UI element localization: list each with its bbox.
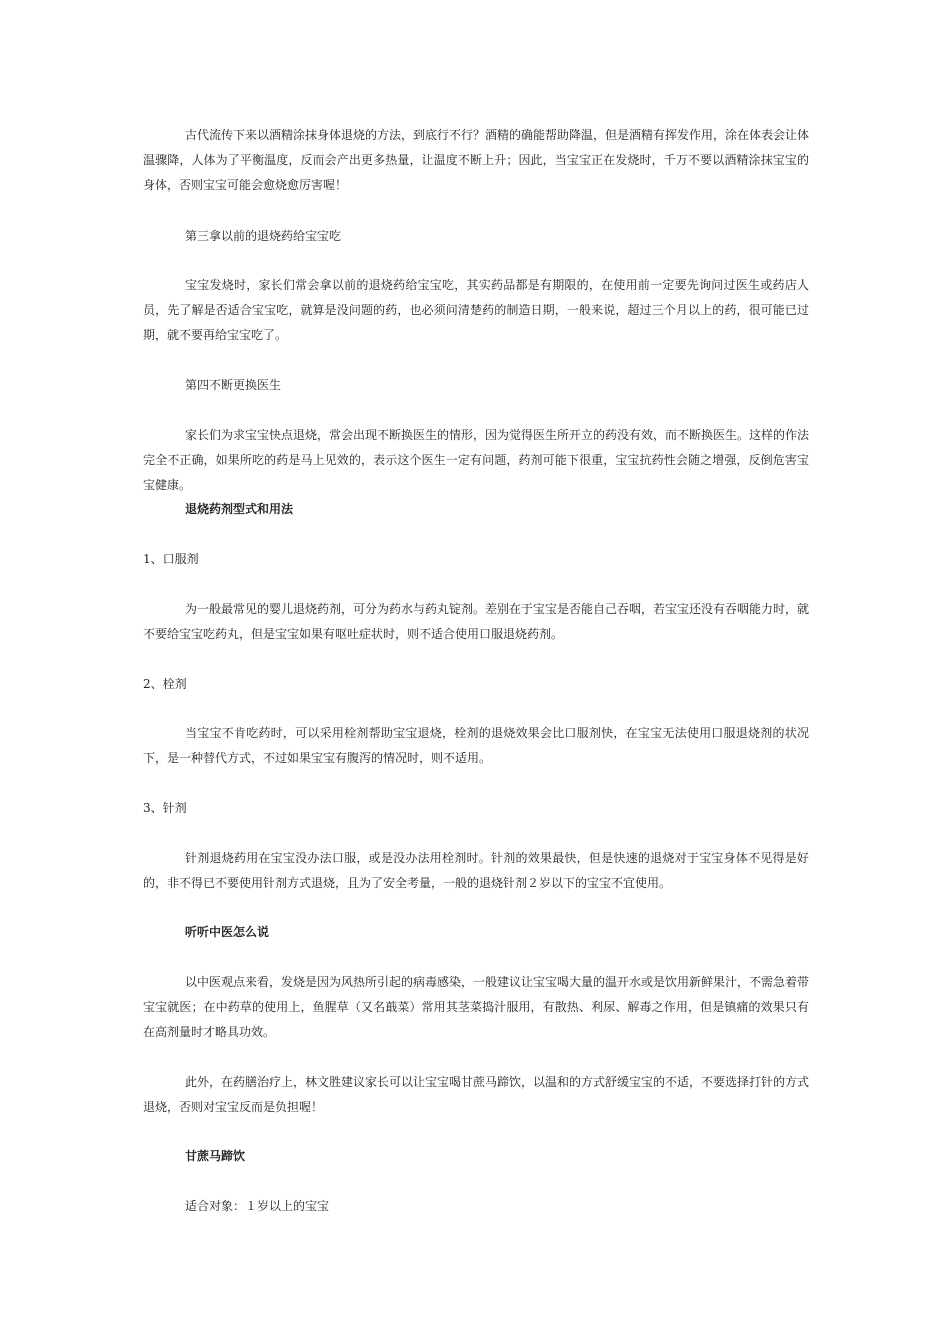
- paragraph-tcm: 以中医观点来看，发烧是因为风热所引起的病毒感染，一般建议让宝宝喝大量的温开水或是饮用新鲜果汁，不需急着带宝宝就医；在中药草的使用上，鱼腥草（又名蕺菜）常用其茎菜捣汁服用，有散热、利尿、解毒之作用，但是镇痛的效果只有在高剂量时才略具功效。: [143, 975, 810, 1039]
- section-heading-change-doctor: 第四不断更换医生: [185, 378, 282, 392]
- paragraph-oral: 为一般最常见的婴儿退烧药剂，可分为药水与药丸锭剂。差别在于宝宝是否能自己吞咽，若宝宝还没有吞咽能力时，就不要给宝宝吃药丸，但是宝宝如果有呕吐症状时，则不适合使用口服退烧药剂。: [143, 602, 810, 641]
- paragraph-injection: 针剂退烧药用在宝宝没办法口服，或是没办法用栓剂时。针剂的效果最快，但是快速的退烧对于宝宝身体不见得是好的，非不得已不要使用针剂方式退烧，且为了安全考量，一般的退烧针剂２岁以下的宝宝不宜使用。: [143, 851, 809, 890]
- section-heading-tcm: 听听中医怎么说: [185, 925, 270, 939]
- paragraph-old-medicine: 宝宝发烧时，家长们常会拿以前的退烧药给宝宝吃，其实药品都是有期限的，在使用前一定要先询问过医生或药店人员，先了解是否适合宝宝吃，就算是没问题的药，也必须问清楚药的制造日期，一般来说，超过三个月以上的药，很可能已过期，就不要再给宝宝吃了。: [143, 278, 809, 342]
- paragraph-diet-therapy: 此外，在药膳治疗上，林文胜建议家长可以让宝宝喝甘蔗马蹄饮，以温和的方式舒缓宝宝的不适，不要选择打针的方式退烧，否则对宝宝反而是负担喔！: [143, 1075, 810, 1114]
- paragraph-suppository: 当宝宝不肯吃药时，可以采用栓剂帮助宝宝退烧，栓剂的退烧效果会比口服剂快，在宝宝无法使用口服退烧剂的状况下，是一种替代方式，不过如果宝宝有腹泻的情况时，则不适用。: [143, 726, 809, 765]
- recipe-target: 适合对象：１岁以上的宝宝: [185, 1199, 330, 1213]
- section-heading-old-medicine: 第三拿以前的退烧药给宝宝吃: [185, 229, 342, 243]
- item-oral: 1、口服剂: [143, 552, 199, 566]
- paragraph-alcohol: 古代流传下来以酒精涂抹身体退烧的方法，到底行不行？酒精的确能帮助降温，但是酒精有挥发作用，涂在体表会让体温骤降，人体为了平衡温度，反而会产出更多热量，让温度不断上升；因此，当宝宝正在发烧时，千万不要以酒精涂抹宝宝的身体，否则宝宝可能会愈烧愈厉害喔！: [143, 128, 810, 192]
- paragraph-change-doctor: 家长们为求宝宝快点退烧，常会出现不断换医生的情形，因为觉得医生所开立的药没有效，而不断换医生。这样的作法完全不正确，如果所吃的药是马上见效的，表示这个医生一定有问题，药剂可能下很重，宝宝抗药性会随之增强，反倒危害宝宝健康。: [143, 428, 810, 492]
- item-suppository: 2、栓剂: [143, 677, 187, 691]
- section-heading-dosage-forms: 退烧药剂型式和用法: [185, 502, 294, 516]
- item-injection: 3、针剂: [143, 801, 187, 815]
- section-heading-recipe: 甘蔗马蹄饮: [185, 1149, 246, 1163]
